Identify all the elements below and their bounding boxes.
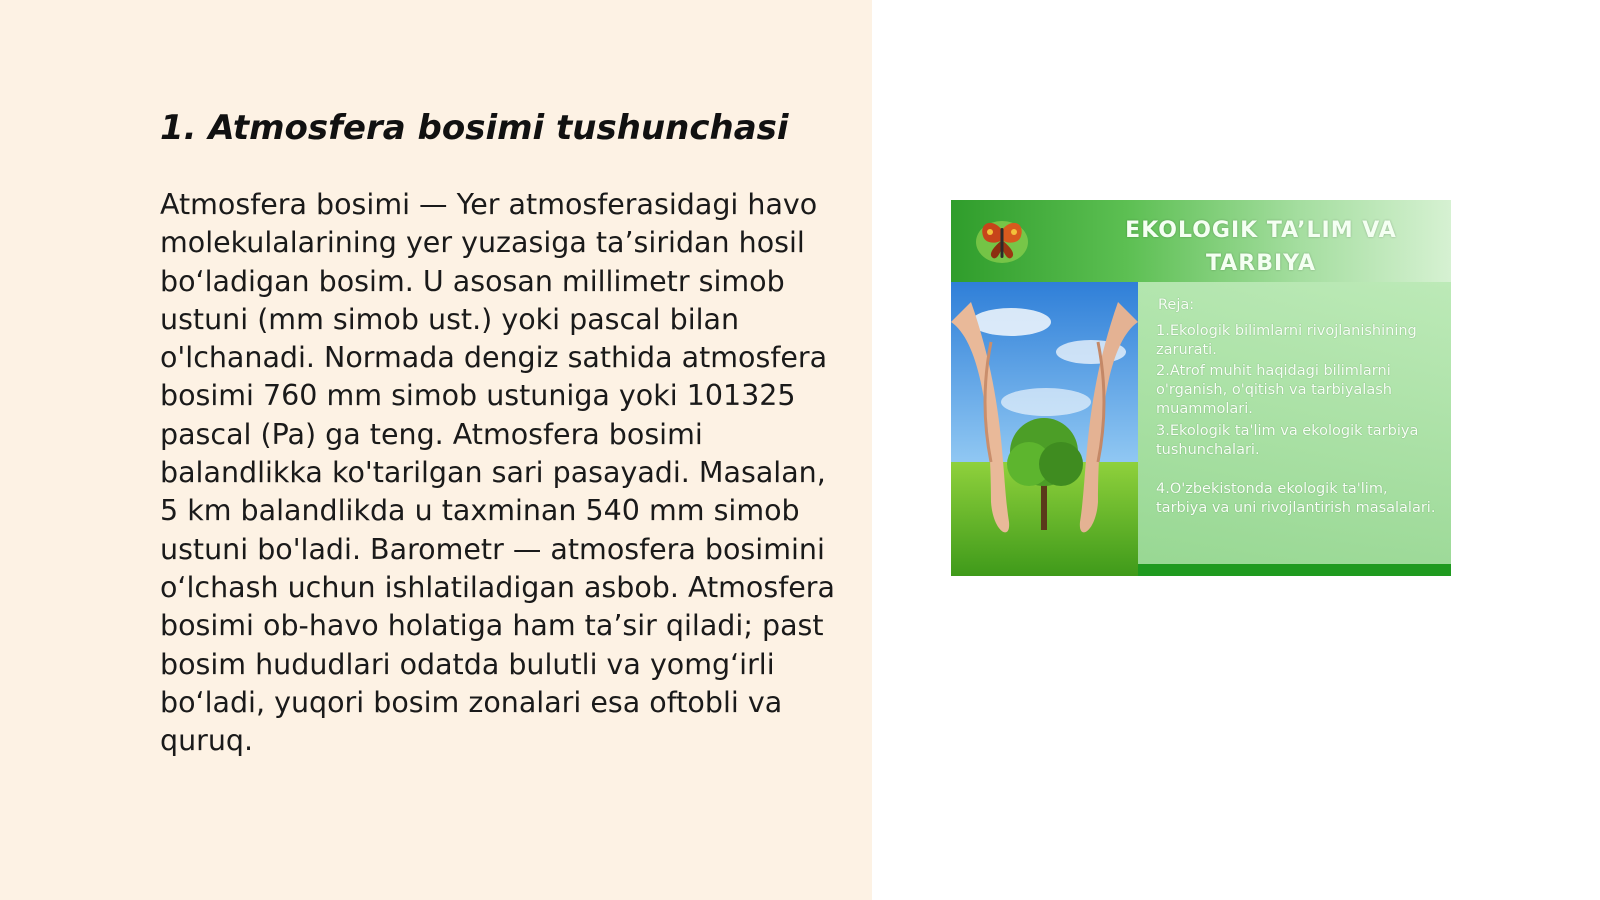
slide-title-line-2: TARBIYA [1205,251,1317,276]
slide-title-line-1: EKOLOGIK TA’LIM VA [1125,218,1397,243]
plan-item: 4.O'zbekistonda ekologik ta'lim, tarbiya va uni rivojlantirish masalalari. [1156,481,1436,516]
hands-tree-illustration [951,282,1138,576]
slide-header [951,200,1451,282]
plan-item: 1.Ekologik bilimlarni rivojlanishining zarurati. [1156,323,1417,358]
body-paragraph: Atmosfera bosimi — Yer atmosferasidagi havo molekulalarining yer yuzasiga ta’siridan hosil boʻladigan bosim. U asosan millimetr simob ustuni (mm simob ust.) yoki pascal bilan o'lchanadi. Normada dengiz sathida atmosfera bosimi 760 mm simob ustuniga yoki 101325 pascal (Pa) ga teng. Atmosfera bosimi balandlikka ko'tarilgan sari pasayadi. Masalan, 5 km balandlikda u taxminan 540 mm simob ustuni bo'ladi. Barometr — atmosfera bosimini oʻlchash uchun ishlatiladigan asbob. Atmosfera bosimi ob-havo holatiga ham ta’sir qiladi; past bosim hududlari odatda bulutli va yomgʻirli boʻladi, yuqori bosim zonalari esa oftobli va quruq. [160,188,835,758]
slide-title [1076,214,1446,280]
plan-item: 3.Ekologik ta'lim va ekologik tarbiya tushunchalari. [1156,423,1419,458]
plan-label: Reja: [1158,297,1195,313]
plan-item: 2.Atrof muhit haqidagi bilimlarni o'rganish, o'qitish va tarbiyalash muammolari. [1156,363,1392,417]
slide-plan-panel [1138,282,1451,564]
hands-tree-photo [951,282,1138,576]
slide-thumbnail-image [951,200,1451,576]
section-heading: 1. Atmosfera bosimi tushunchasi [160,108,789,148]
slide-footer-bar [1138,564,1451,576]
butterfly-logo-icon [973,214,1031,266]
